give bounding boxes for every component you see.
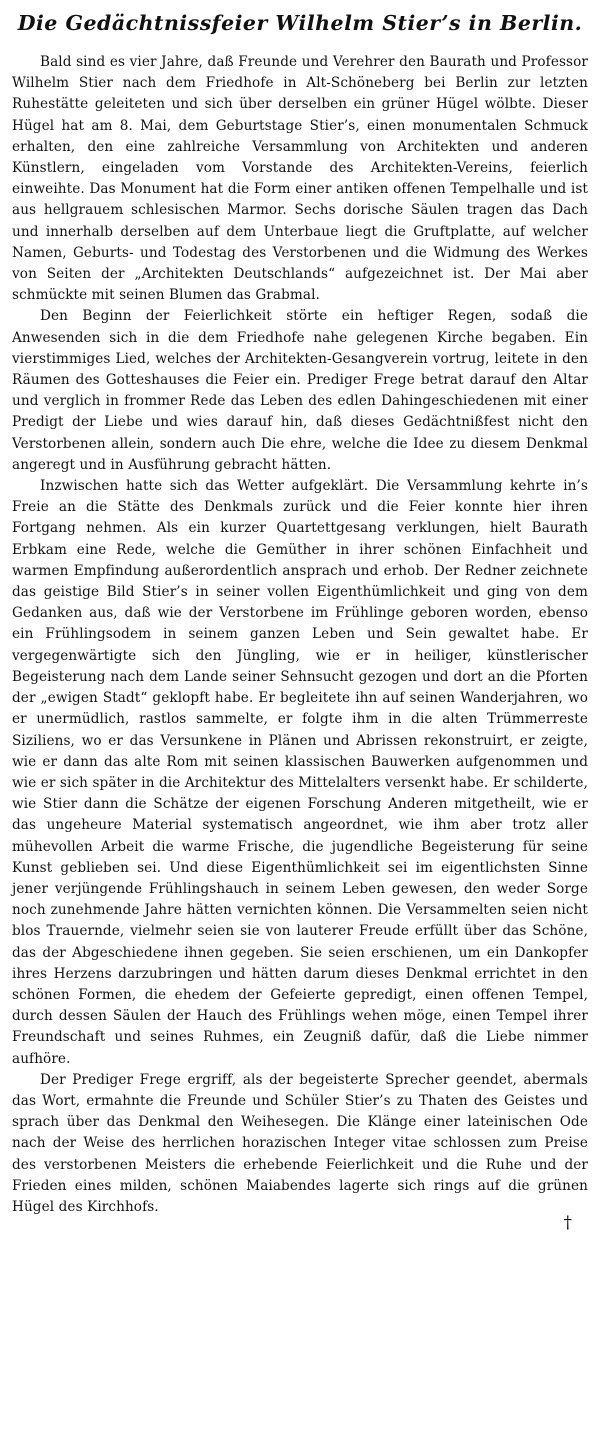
- cross-end-mark: †: [563, 1213, 572, 1234]
- paragraph-erbkam-speech: Inzwischen hatte sich das Wetter aufgeklärt. Die Versammlung kehrte in’s Freie an die Stätte des Denkmals zurück und die Feier konnte hier ihren Fortgang nehmen. Als ein kurzer Quartettgesang verklungen, hielt Baurath Erbkam eine Rede, welche die Gemüther in ihrer schönen Einfachheit und warmen Empfindung außerordentlich ansprach und erhob. Der Redner zeichnete das geistige Bild Stier’s in seiner vollen Eigenthümlichkeit und ging von dem Gedanken aus, daß wie der Verstorbene im Frühlinge geboren worden, ebenso ein Frühlingsodem in seinem ganzen Leben und Sein gewaltet habe. Er vergegenwärtigte sich den Jüngling, wie er in heiliger, künstlerischer Begeisterung nach dem Lande seiner Sehnsucht gezogen und dort an die Pforten der „ewigen Stadt“ geklopft habe. Er begleitete ihn auf seinen Wanderjahren, wo er unermüdlich, rastlos sammelte, er folgte ihm in die alten Trümmerreste Siziliens, wo er das Versunkene in Plänen und Abrissen rekonstruirt, er zeigte, wie er dann das alte Rom mit seinen klassischen Bauwerken aufgenommen und wie er sich später in die Architektur des Mittelalters versenkt habe. Er schilderte, wie Stier dann die Schätze der eigenen Forschung Anderen mitgetheilt, wie er das ungeheure Material systematisch angeordnet, wie ihm aber trotz aller mühevollen Arbeit die warme Frische, die jugendliche Begeisterung für seine Kunst geblieben sei. Und diese Eigenthümlichkeit sei im eigentlichsten Sinne jener verjüngende Frühlingshauch in seinem Leben gewesen, den weder Sorge noch zunehmende Jahre hätten vernichten können. Die Versammelten seien nicht blos Trauernde, vielmehr seien sie von lauterer Freude erfüllt über das Schöne, das der Abgeschiedene ihnen gegeben. Sie seien erschienen, um ein Dankopfer ihres Herzens darzubringen und hätten darum dieses Denkmal errichtet in den schönen Formen, die ehedem der Gefeierte gepredigt, einen offenen Tempel, durch dessen Säulen der Hauch des Frühlings wehen möge, einen Tempel ihrer Freundschaft und seines Ruhmes, ein Zeugniß dafür, daß die Liebe nimmer aufhöre.: [12, 478, 588, 1067]
- paragraph-blessing: Der Prediger Frege ergriff, als der begeisterte Sprecher geendet, abermals das Wort, ermahnte die Freunde und Schüler Stier’s zu Thaten des Geistes und sprach über das Denkmal den Weihesegen. Die Klänge einer lateinischen Ode nach der Weise des herrlichen horazischen Integer vitae schlossen zum Preise des verstorbenen Meisters die erhebende Feierlichkeit und die Ruhe und der Frieden eines milden, schönen Maiabendes lagerte sich rings auf die grünen Hügel des Kirchhofs.: [12, 1071, 588, 1215]
- paragraph-monument: Bald sind es vier Jahre, daß Freunde und Verehrer den Baurath und Professor Wilhelm Stier nach dem Friedhofe in Alt-Schöneberg bei Berlin zur letzten Ruhestätte geleiteten und sich über derselben ein grüner Hügel wölbte. Dieser Hügel hat am 8. Mai, dem Geburtstage Stier’s, einen monumentalen Schmuck erhalten, den eine zahlreiche Versammlung von Architekten und anderen Künstlern, eingeladen vom Vorstande des Architekten-Vereins, feierlich einweihte. Das Monument hat die Form einer antiken offenen Tempelhalle und ist aus hellgrauem schlesischen Marmor. Sechs dorische Säulen tragen das Dach und innerhalb derselben auf dem Unterbaue liegt die Gruftplatte, auf welcher Namen, Geburts- und Todestag des Verstorbenen und die Widmung des Werkes von Seiten der „Architekten Deutschlands“ aufgezeichnet ist. Der Mai aber schmückte mit seinen Blumen das Grabmal.: [12, 54, 588, 304]
- article-title: Die Gedächtnissfeier Wilhelm Stier’s in Berlin.: [17, 11, 583, 35]
- paragraph-church-service: Den Beginn der Feierlichkeit störte ein heftiger Regen, sodaß die Anwesenden sich in die dem Friedhofe nahe gelegenen Kirche begaben. Ein vierstimmiges Lied, welches der Architekten-Gesangverein vortrug, leitete in den Räumen des Gotteshauses die Feier ein. Prediger Frege betrat darauf den Altar und verglich in frommer Rede das Leben des edlen Dahingeschiedenen mit einer Predigt der Liebe und wies darauf hin, daß dieses Gedächtnißfest nicht den Verstorbenen allein, sondern auch Die ehre, welche die Idee zu diesem Denkmal angeregt und in Ausführung gebracht hätten.: [12, 308, 588, 473]
